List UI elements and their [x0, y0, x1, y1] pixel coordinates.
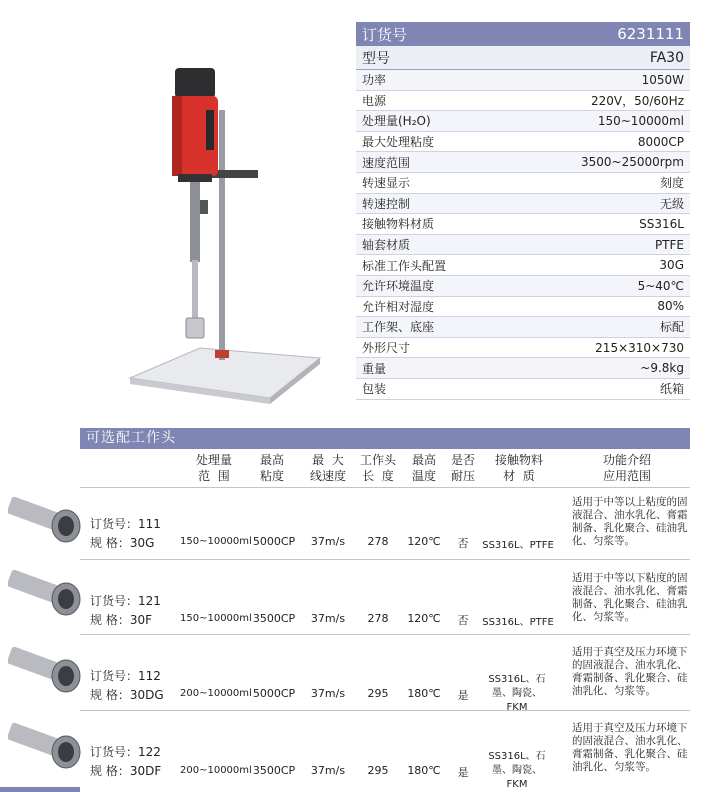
item-length: 278: [367, 612, 389, 625]
spec-row-value: PTFE: [654, 237, 684, 252]
spec-row-value: 220V，50/60Hz: [590, 93, 684, 108]
item-viscosity: 3500CP: [252, 764, 296, 777]
dispersing-head-image: [8, 563, 84, 625]
spec-row: [356, 111, 690, 132]
dispersing-head-image: [8, 640, 84, 702]
spec-row-label: 轴套材质: [362, 238, 411, 253]
column-header-viscosity: 最高 粘度: [259, 453, 284, 483]
spec-row-label: 转速控制: [362, 196, 411, 211]
spec-row-label: 功率: [362, 73, 387, 88]
item-material: SS316L、PTFE: [482, 617, 554, 628]
spec-row-value: ~9.8kg: [640, 361, 684, 376]
item-pressure: 否: [457, 614, 469, 627]
spec-row: [356, 173, 690, 194]
item-temp: 180℃: [407, 764, 441, 777]
homogenizer-product-image: [120, 60, 350, 410]
row-divider: [80, 559, 690, 560]
spec-row: [356, 317, 690, 338]
spec-row-value: 215×310×730: [595, 340, 684, 355]
item-capacity: 150~10000ml: [180, 536, 252, 547]
item-temp: 120℃: [407, 535, 441, 548]
table-row: [90, 515, 161, 553]
spec-row-value: 3500~25000rpm: [580, 155, 684, 170]
item-description: 适用于中等以上粘度的固液混合、油水乳化、膏霜制备、乳化聚合、硅油乳化、匀浆等。: [572, 496, 688, 547]
spec-row: [356, 91, 690, 112]
spec-row-label: 电源: [362, 93, 387, 108]
spec-row-label: 处理量(H₂O): [362, 114, 431, 129]
spec-row-label: 允许环境温度: [362, 279, 435, 294]
spec-row: [356, 358, 690, 379]
item-material: SS316L、石墨、陶瓷、FKM: [488, 674, 546, 713]
item-temp: 180℃: [407, 687, 441, 700]
row-divider: [80, 710, 690, 711]
item-capacity: 150~10000ml: [180, 613, 252, 624]
spec-row-value: SS316L: [639, 216, 684, 231]
item-material: SS316L、PTFE: [482, 540, 554, 551]
item-spec: 规 格：30F: [90, 613, 152, 627]
column-header-capacity: 处理量 范 围: [195, 453, 232, 483]
spec-row-label: 标准工作头配置: [362, 258, 447, 273]
item-capacity: 200~10000ml: [180, 765, 252, 776]
spec-model-label: 型号: [362, 50, 390, 67]
item-spec: 规 格：30G: [90, 536, 155, 550]
item-length: 295: [367, 687, 389, 700]
spec-row: [356, 194, 690, 215]
column-header-length: 工作头 长 度: [359, 453, 396, 483]
spec-row: [356, 235, 690, 256]
item-viscosity: 3500CP: [252, 612, 296, 625]
spec-row-value: 150~10000ml: [597, 113, 684, 128]
spec-model-value: FA30: [649, 49, 684, 66]
row-divider: [80, 634, 690, 635]
spec-row-value: 1050W: [641, 72, 684, 87]
item-order: 订货号：112: [90, 669, 161, 683]
spec-row: [356, 70, 690, 91]
spec-row-label: 允许相对湿度: [362, 299, 435, 314]
spec-row: [356, 132, 690, 153]
table-row: [90, 667, 164, 705]
item-speed: 37m/s: [310, 612, 346, 625]
spec-row: [356, 379, 690, 400]
item-speed: 37m/s: [310, 687, 346, 700]
item-order: 订货号：121: [90, 594, 161, 608]
item-capacity: 200~10000ml: [180, 688, 252, 699]
item-length: 295: [367, 764, 389, 777]
spec-row: [356, 152, 690, 173]
spec-row-value: 30G: [659, 258, 684, 273]
spec-row: [356, 297, 690, 318]
dispersing-head-image: [8, 716, 84, 778]
spec-row-label: 接触物料材质: [362, 217, 435, 232]
item-description: 适用于真空及压力环境下的固液混合、油水乳化、膏霜制备、乳化聚合、硅油乳化、匀浆等。: [572, 646, 688, 697]
spec-row-value: 纸箱: [659, 382, 684, 397]
spec-row-label: 转速显示: [362, 176, 411, 191]
table-row: [90, 743, 161, 781]
spec-row: [356, 214, 690, 235]
item-viscosity: 5000CP: [252, 535, 296, 548]
spec-row-value: 80%: [657, 299, 684, 314]
item-speed: 37m/s: [310, 535, 346, 548]
spec-row-label: 外形尺寸: [362, 341, 411, 356]
item-spec: 规 格：30DF: [90, 764, 162, 778]
column-header-temp: 最高 温度: [411, 453, 436, 483]
item-length: 278: [367, 535, 389, 548]
item-spec: 规 格：30DG: [90, 688, 164, 702]
spec-row: [356, 255, 690, 276]
item-pressure: 否: [457, 537, 469, 550]
item-order: 订货号：111: [90, 517, 161, 531]
spec-row-value: 无级: [659, 196, 684, 211]
spec-row: [356, 276, 690, 297]
column-header-speed: 最 大 线速度: [309, 453, 346, 483]
spec-row-label: 包装: [362, 382, 387, 397]
item-description: 适用于中等以下粘度的固液混合、油水乳化、膏霜制备、乳化聚合、硅油乳化、匀浆等。: [572, 572, 688, 623]
item-speed: 37m/s: [310, 764, 346, 777]
item-viscosity: 5000CP: [252, 687, 296, 700]
item-pressure: 是: [457, 766, 469, 779]
spec-table: [356, 22, 690, 400]
item-material: SS316L、石墨、陶瓷、FKM: [488, 751, 546, 790]
column-header-material: 接触物料 材 质: [494, 453, 543, 483]
spec-row-value: 5~40℃: [637, 278, 684, 293]
spec-row-value: 刻度: [659, 176, 684, 191]
spec-row: [356, 338, 690, 359]
item-temp: 120℃: [407, 612, 441, 625]
table-row: [90, 592, 161, 630]
item-pressure: 是: [457, 689, 469, 702]
spec-row-value: 8000CP: [637, 134, 684, 149]
spec-order-row: [356, 22, 690, 46]
spec-model-row: [356, 46, 690, 70]
dispersing-head-image: [8, 490, 84, 552]
spec-row-value: 标配: [659, 320, 684, 335]
spec-row-label: 重量: [362, 361, 387, 376]
optional-heads-title: 可选配工作头: [80, 428, 690, 449]
item-order: 订货号：122: [90, 745, 161, 759]
item-description: 适用于真空及压力环境下的固液混合、油水乳化、膏霜制备、乳化聚合、硅油乳化、匀浆等。: [572, 722, 688, 773]
spec-order-value: 6231111: [617, 25, 684, 43]
spec-row-label: 速度范围: [362, 155, 411, 170]
spec-row-label: 工作架、底座: [362, 320, 435, 335]
spec-order-label: 订货号: [362, 25, 408, 44]
column-header-pressure: 是否 耐压: [450, 453, 475, 483]
column-header-function: 功能介绍 应用范围: [602, 453, 651, 483]
footer-accent-bar: [0, 787, 80, 792]
spec-row-label: 最大处理粘度: [362, 135, 435, 150]
row-divider: [80, 487, 690, 488]
